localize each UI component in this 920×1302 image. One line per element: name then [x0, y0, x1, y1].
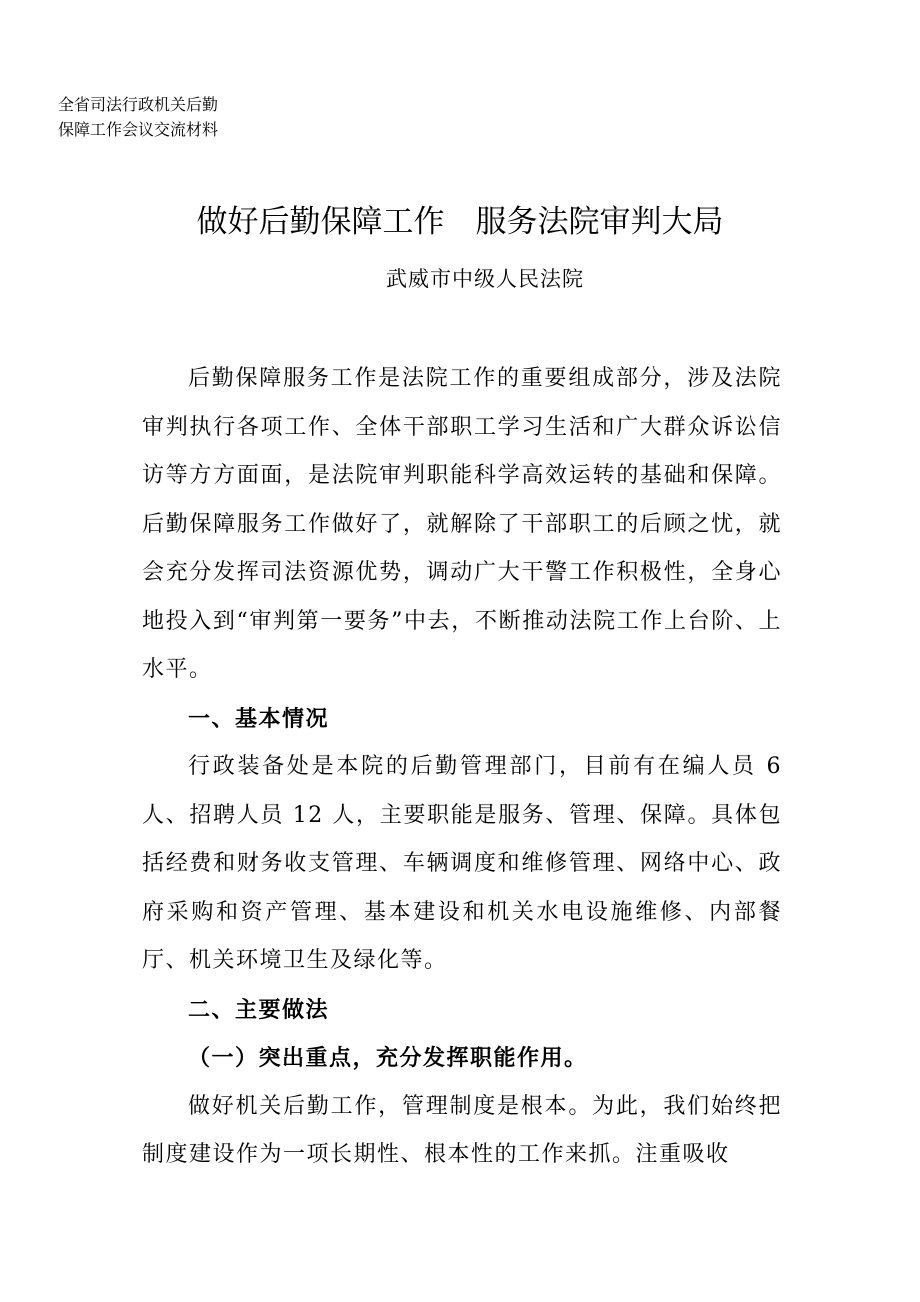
document-title: 做好后勤保障工作 服务法院审判大局: [196, 204, 724, 240]
document-body: [142, 355, 782, 1180]
main-practices-paragraph: 做好机关后勤工作，管理制度是根本。为此，我们始终把制度建设作为一项长期性、根本性的工作来抓。注重吸收: [142, 1093, 782, 1167]
intro-paragraph: 后勤保障服务工作是法院工作的重要组成部分，涉及法院审判执行各项工作、全体干部职工学习生活和广大群众诉讼信访等方方面面，是法院审判职能科学高效运转的基础和保障。后勤保障服务工作做好了，就解除了干部职工的后顾之忧，就会充分发挥司法资源优势，调动广大干警工作积极性，全身心地投入到“审判第一要务”中去，不断推动法院工作上台阶、上水平。: [142, 366, 782, 682]
section-heading-main-practices: 二、主要做法: [188, 996, 330, 1023]
basic-situation-paragraph: 行政装备处是本院的后勤管理部门，目前有在编人员 6 人、招聘人员 12 人，主要职能是服务、管理、保障。具体包括经费和财务收支管理、车辆调度和维修管理、网络中心、政府采购和资产管理、基本建设和机关水电设施维修、内部餐厅、机关环境卫生及绿化等。: [142, 754, 782, 973]
header-note: [58, 92, 218, 142]
subsection-heading-1: （一）突出重点，充分发挥职能作用。: [188, 1045, 588, 1071]
header-note-line-2: 保障工作会议交流材料: [58, 120, 219, 139]
section-heading-basic-situation: 一、基本情况: [188, 705, 330, 732]
document-author: 武威市中级人民法院: [386, 267, 584, 291]
header-note-line-1: 全省司法行政机关后勤: [58, 95, 219, 114]
